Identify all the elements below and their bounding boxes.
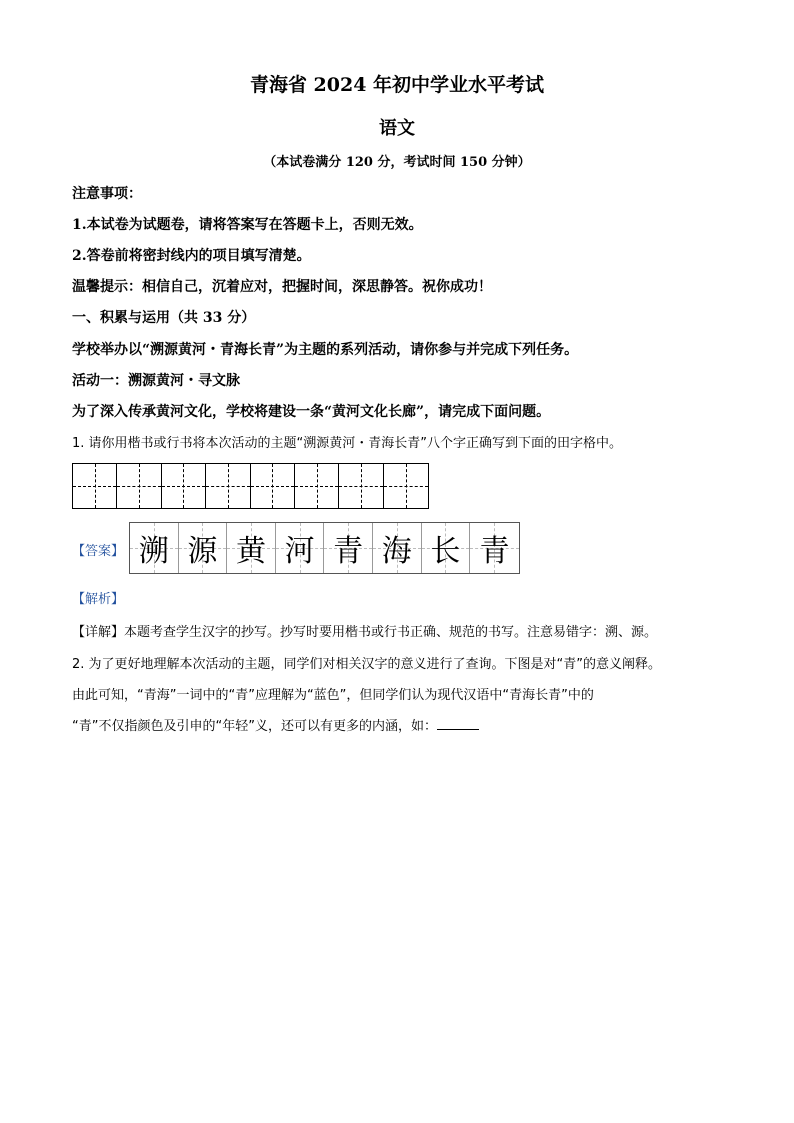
answer-cell: 长 — [422, 523, 471, 573]
exam-title: 青海省 2024 年初中学业水平考试 — [249, 74, 545, 96]
grid-cell — [384, 464, 428, 508]
answer-cell: 源 — [179, 523, 228, 573]
answer-cell: 溯 — [130, 523, 179, 573]
section-heading: 一、积累与运用（共 33 分） — [72, 310, 256, 326]
answer-cell: 河 — [276, 523, 325, 573]
activity-heading: 活动一：溯源黄河・寻文脉 — [72, 373, 240, 389]
question-1-text: 1. 请你用楷书或行书将本次活动的主题“溯源黄河・青海长青”八个字正确写到下面的田字格中。 — [72, 436, 623, 451]
detail-line — [72, 621, 657, 640]
detail-text: 本题考查学生汉字的抄写。抄写时要用楷书或行书正确、规范的书写。注意易错字：溯、源。 — [124, 625, 658, 640]
notice-heading: 注意事项： — [72, 186, 142, 202]
answer-blank — [437, 717, 479, 730]
notice-item-2: 2.答卷前将密封线内的项目填写清楚。 — [72, 248, 311, 264]
grid-cell — [73, 464, 117, 508]
notice-tip: 温馨提示：相信自己，沉着应对，把握时间，深思静答。祝你成功！ — [72, 279, 492, 295]
grid-cell — [162, 464, 206, 508]
grid-cell — [251, 464, 295, 508]
blank-tianzi-grid — [72, 463, 429, 509]
section-intro: 学校举办以“溯源黄河・青海长青”为主题的系列活动，请你参与并完成下列任务。 — [72, 342, 579, 358]
grid-cell — [117, 464, 161, 508]
grid-cell — [206, 464, 250, 508]
grid-cell — [339, 464, 383, 508]
question-2-line-2: 由此可知，“青海”一词中的“青”应理解为“蓝色”，但同学们认为现代汉语中“青海长青”中的 — [72, 688, 594, 703]
exam-info: （本试卷满分 120 分，考试时间 150 分钟） — [263, 155, 531, 170]
answer-cell: 青 — [324, 523, 373, 573]
answer-tianzi-grid — [129, 522, 520, 574]
answer-label: 【答案】 — [72, 544, 125, 559]
question-2-line-3: “青”不仅指颜色及引申的“年轻”义，还可以有更多的内涵，如： — [72, 715, 479, 734]
notice-item-1: 1.本试卷为试题卷，请将答案写在答题卡上，否则无效。 — [72, 217, 423, 233]
answer-cell: 青 — [470, 523, 519, 573]
answer-cell: 海 — [373, 523, 422, 573]
detail-label: 【详解】 — [72, 625, 125, 640]
activity-intro: 为了深入传承黄河文化，学校将建设一条“黄河文化长廊”，请完成下面问题。 — [72, 404, 551, 420]
question-2-line-1: 2. 为了更好地理解本次活动的主题，同学们对相关汉字的意义进行了查询。下图是对“青”的意义阐释。 — [72, 657, 662, 672]
answer-cell: 黄 — [227, 523, 276, 573]
analysis-label: 【解析】 — [72, 592, 125, 607]
subject-title: 语文 — [379, 118, 415, 139]
grid-cell — [295, 464, 339, 508]
